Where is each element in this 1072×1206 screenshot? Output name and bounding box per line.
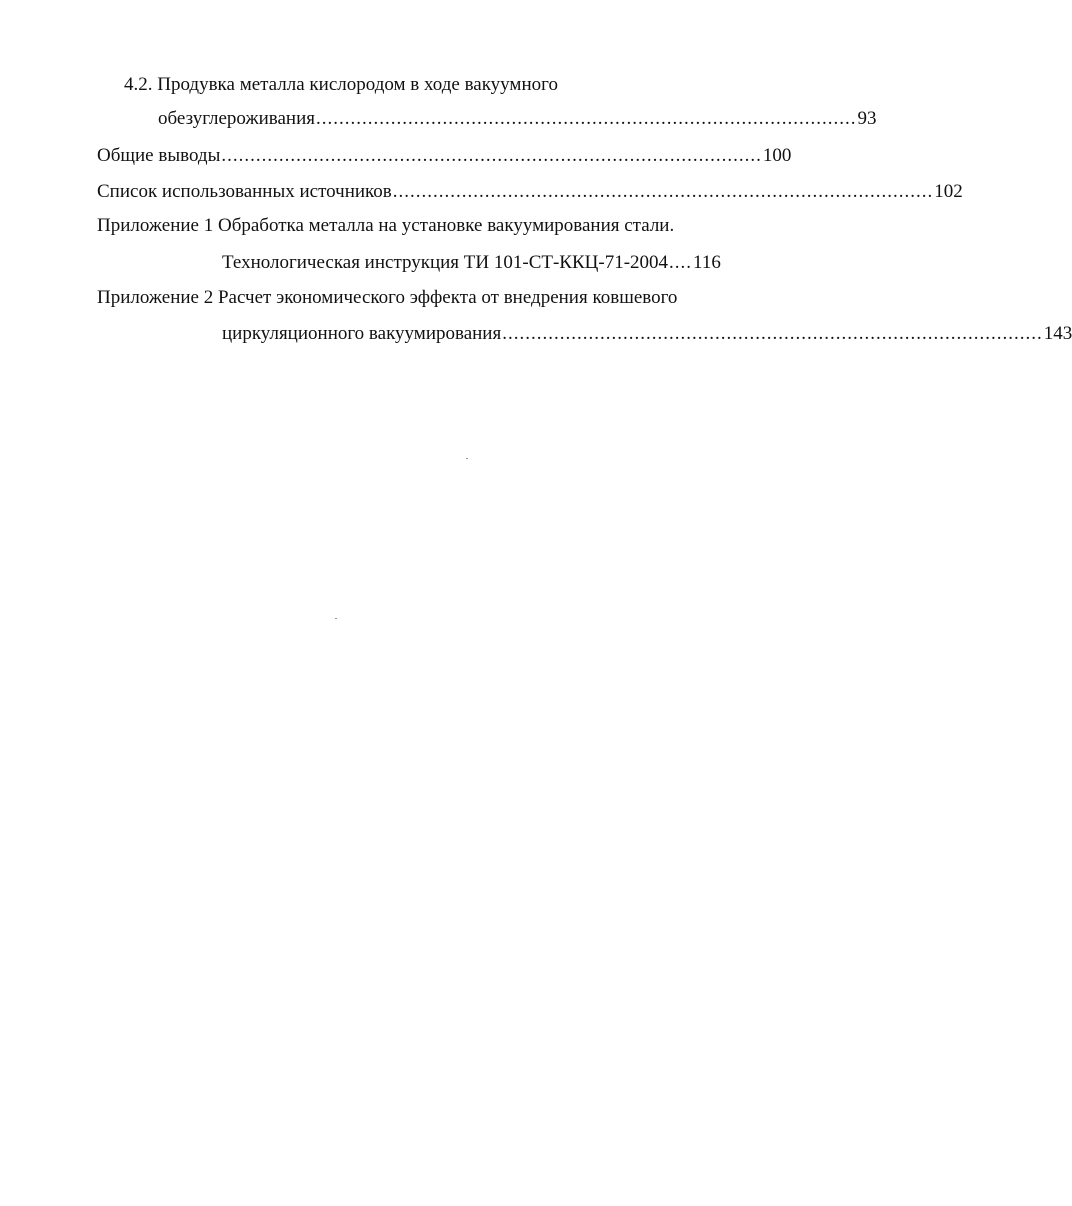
- toc-conclusions-entry[interactable]: [97, 144, 792, 168]
- page-number: 116: [693, 252, 721, 273]
- page-number: 143: [1043, 323, 1072, 344]
- toc-appendix-2-line2: циркуляционного вакуумирования: [222, 323, 502, 344]
- page-number: 102: [934, 181, 963, 202]
- toc-appendix-1-line2: Технологическая инструкция ТИ 101-СТ-ККЦ-71-2004: [222, 252, 669, 273]
- page-number: 93: [857, 108, 877, 129]
- toc-appendix-1-line1: Приложение 1 Обработка металла на установке вакуумирования стали.: [97, 215, 675, 236]
- dot-leader: ..............................................................................................: [392, 181, 934, 202]
- toc-references-text: Список использованных источников: [97, 181, 392, 202]
- dot-leader: ..............................................................................................: [502, 323, 1043, 344]
- scan-speck: [335, 618, 337, 619]
- toc-item-4-2-line1: 4.2. Продувка металла кислородом в ходе вакуумного: [124, 74, 558, 95]
- toc-conclusions-text: Общие выводы: [97, 145, 221, 166]
- toc-appendix-1-entry[interactable]: [222, 251, 727, 275]
- toc-appendix-2-entry[interactable]: [222, 322, 1072, 346]
- toc-appendix-2-line1: Приложение 2 Расчет экономического эффекта от внедрения ковшевого: [97, 287, 678, 308]
- toc-item-4-2-line2: обезуглероживания: [158, 108, 315, 129]
- toc-item-4-2-entry[interactable]: [158, 107, 877, 131]
- dot-leader: ..............................................................................................: [221, 145, 762, 166]
- scan-speck: [466, 458, 468, 459]
- page-number: 100: [762, 145, 792, 166]
- dot-leader: ..............................................................................................: [315, 108, 857, 129]
- toc-references-entry[interactable]: [97, 180, 963, 204]
- dot-leader: ....: [669, 252, 693, 273]
